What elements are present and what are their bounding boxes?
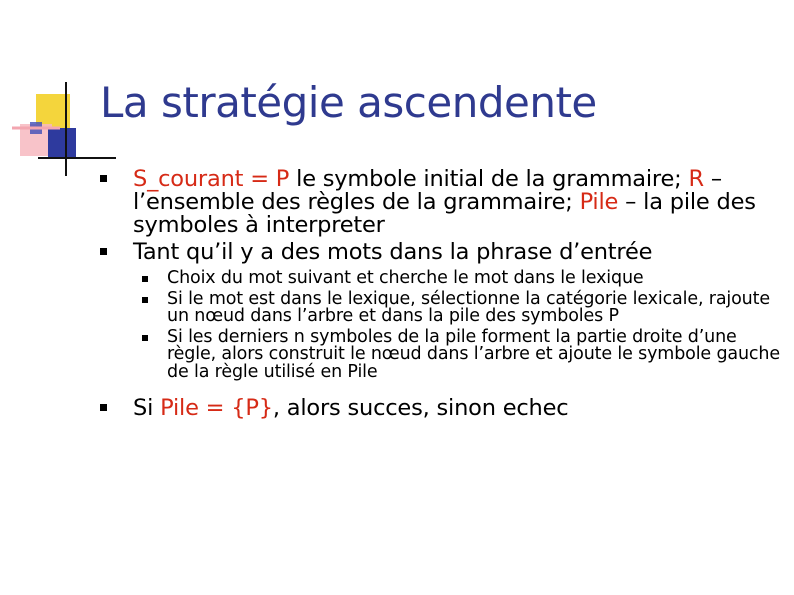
square-bullet-icon xyxy=(100,175,107,182)
bullet-text: Tant qu’il y a des mots dans la phrase d’entrée xyxy=(133,239,653,265)
highlight-text: Pile = {P} xyxy=(160,395,273,421)
sub-bullet-item xyxy=(100,270,790,288)
sub-bullet-text: Si les derniers n symboles de la pile forment la partie droite d’une règle, alors construit le nœud dans l’arbre et ajoute le symbole gauche de la règle utilisé en Pile xyxy=(167,326,780,382)
slide-title: La stratégie ascendente xyxy=(100,78,597,127)
square-bullet-icon xyxy=(142,335,148,341)
text-segment: – l’ensemble des règles de la grammaire; xyxy=(133,166,722,215)
text-segment: – la pile des symboles à interpreter xyxy=(133,189,756,238)
text-segment: , alors succes, sinon echec xyxy=(272,395,569,421)
bullet-item xyxy=(100,168,790,237)
highlight-text: S_courant = P xyxy=(133,166,290,192)
sub-bullet-item xyxy=(100,326,790,382)
bullet-item xyxy=(100,397,790,420)
square-bullet-icon xyxy=(142,297,148,303)
slide-content xyxy=(100,168,790,420)
deco-blue-square xyxy=(48,128,76,158)
sub-bullet-item xyxy=(100,288,790,326)
highlight-text: R xyxy=(688,166,704,192)
bullet-item xyxy=(100,241,790,264)
sub-bullet-text: Si le mot est dans le lexique, sélectionne la catégorie lexicale, rajoute un nœud dans l’arbre et dans la pile des symboles P xyxy=(167,288,770,326)
highlight-text: Pile xyxy=(579,189,619,215)
square-bullet-icon xyxy=(142,276,148,282)
square-bullet-icon xyxy=(100,248,107,255)
text-segment: le symbole initial de la grammaire; xyxy=(289,166,689,192)
sub-bullet-text: Choix du mot suivant et cherche le mot dans le lexique xyxy=(167,268,644,288)
square-bullet-icon xyxy=(100,404,107,411)
text-segment: Si xyxy=(133,395,161,421)
